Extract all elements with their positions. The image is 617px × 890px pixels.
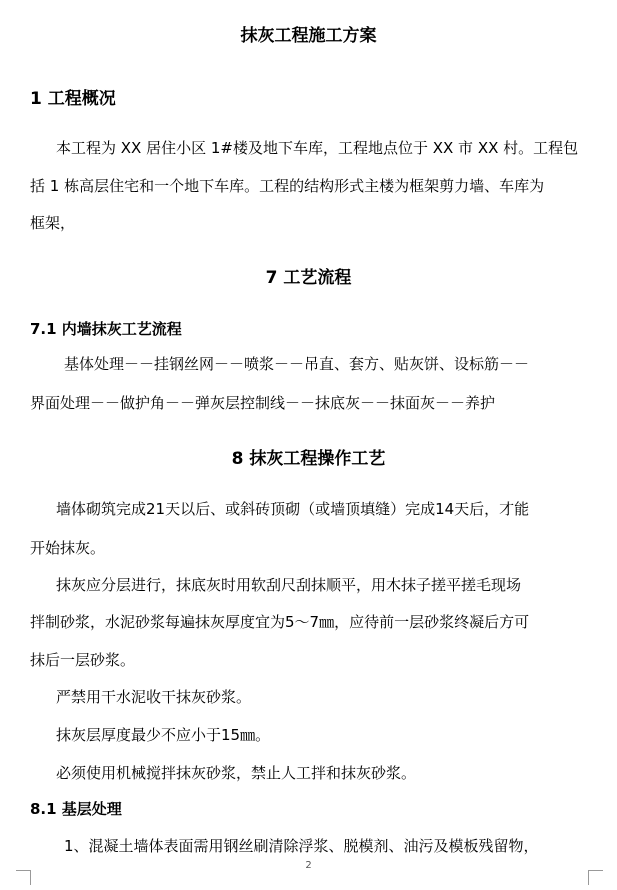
page-number: 2 [305,860,312,871]
paragraph-line: 严禁用干水泥收干抹灰砂浆。 [56,688,252,706]
section-7-heading: 7 工艺流程 [265,268,352,288]
paragraph-line: 括 1 栋高层住宅和一个地下车库。工程的结构形式主楼为框架剪力墙、车库为 [30,177,545,195]
paragraph-line: 开始抹灰。 [30,539,106,557]
section-7-1-heading: 7.1 内墙抹灰工艺流程 [30,320,182,338]
paragraph-line: 拌制砂浆，水泥砂浆每遍抹灰厚度宜为5～7㎜，应待前一层砂浆终凝后方可 [30,613,530,631]
paragraph-line: 抹灰层厚度最少不应小于15㎜。 [56,726,271,744]
paragraph-line: 必须使用机械搅拌抹灰砂浆，禁止人工拌和抹灰砂浆。 [56,764,417,782]
paragraph-line: 框架， [30,214,76,232]
document-title: 抹灰工程施工方案 [240,26,377,46]
paragraph-line: 本工程为 XX 居住小区 1#楼及地下车库，工程地点位于 XX 市 XX 村。工程包 [56,139,579,157]
paragraph-line: 1、混凝土墙体表面需用钢丝刷清除浮浆、脱模剂、油污及模板残留物， [64,837,539,855]
process-flow-line: 基体处理－－挂钢丝网－－喷浆－－吊直、套方、贴灰饼、设标筋－－ [64,355,530,373]
section-8-heading: 8 抹灰工程操作工艺 [231,449,386,469]
paragraph-line: 抹后一层砂浆。 [30,651,136,669]
paragraph-line: 墙体砌筑完成21天以后、或斜砖顶砌（或墙顶填缝）完成14天后，才能 [56,500,530,518]
page-corner-mark [588,870,603,885]
page-corner-mark [16,870,31,885]
paragraph-line: 抹灰应分层进行，抹底灰时用软刮尺刮抹顺平，用木抹子搓平搓毛现场 [56,576,522,594]
section-1-heading: 1 工程概况 [30,89,116,109]
process-flow-line: 界面处理－－做护角－－弹灰层控制线－－抹底灰－－抹面灰－－养护 [30,394,496,412]
section-8-1-heading: 8.1 基层处理 [30,800,122,818]
